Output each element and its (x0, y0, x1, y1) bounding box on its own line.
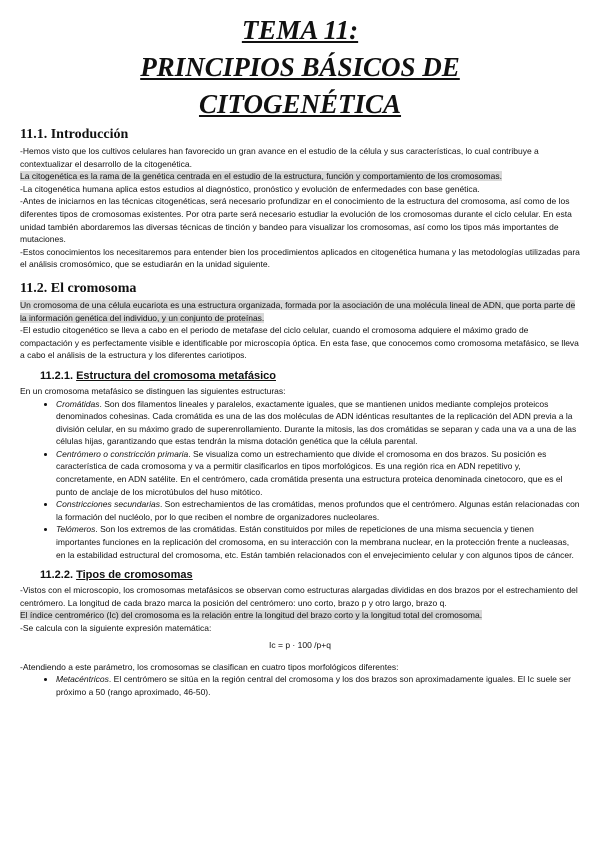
list-item (56, 398, 580, 448)
list-term: Centrómero o constricción primaria (56, 448, 189, 459)
section-introduccion (20, 126, 580, 271)
list-item (56, 448, 580, 498)
paragraph: -Hemos visto que los cultivos celulares han favorecido un gran avance en el estudio de la célula y sus características, lo cual contribuye a contextualizar el desarrollo de la citogenética. (20, 146, 539, 169)
highlight: El índice centromérico (Ic) del cromosoma es la relación entre la longitud del brazo corto y la longitud total del cromosoma. (20, 610, 483, 621)
subsection-number: 11.2.2. (40, 569, 77, 582)
paragraph: -Estos conocimientos los necesitaremos para entender bien los procedimientos aplicados en citogenética humana y las metodologías utilizadas para el análisis cromosómico, que se estudiarán en la unidad siguiente. (20, 246, 580, 270)
paragraph-highlighted (20, 299, 580, 324)
list-text: . Son los extremos de las cromátidas. Están constituidos por miles de repeticiones de una misma secuencia y tienen importantes funciones en la replicación del cromosoma, en su interacción con la membrana nuclear, en la protección frente a nucleasas, en la estabilidad estructural del cromosoma, etc. Están también relacionados con el envejecimiento celular y con algunos tipos de cáncer. (56, 524, 574, 560)
list-text: . Son dos filamentos lineales y paralelos, exactamente iguales, que se mantienen unidos mediante complejos proteicos denominados cohesinas. Cada cromátida es una de las dos moléculas de ADN idénticas resultantes de la replicación del ADN previa a la división celular, en su máximo grado de superenrollamiento. Durante la mitosis, las dos cromátidas se separan y cada una va a una de las células hijas, garantizando que estas tendrán la misma dotación genética que la célula parental. (56, 398, 577, 447)
document-title (20, 12, 580, 123)
list-term: Telómeros (56, 524, 96, 535)
paragraph: -El estudio citogenético se lleva a cabo en el periodo de metafase del ciclo celular, cuando el cromosoma adquiere el máximo grado de compactación y es perfectamente visible e identificable por microscopía óptica. En esta fase, que conocemos como cromosoma metafásico, se lleva a cabo el análisis de la estructura y los diferentes cariotipos. (20, 325, 579, 361)
title-line-3: CITOGENÉTICA (198, 89, 402, 119)
paragraph: -Vistos con el microscopio, los cromosomas metafásicos se observan como estructuras alargadas divididas en dos brazos por el estrechamiento del centrómero. La longitud de cada brazo marca la posición del centrómero: uno corto, brazo p y otro largo, brazo q. (20, 585, 578, 608)
section-heading: 11.2. El cromosoma (20, 280, 137, 296)
list-term: Cromátidas (56, 398, 100, 409)
types-list (20, 673, 580, 698)
highlight: Un cromosoma de una célula eucariota es una estructura organizada, formada por la asociación de una molécula lineal de ADN, que porta parte de la información genética del individuo, y un conjunto de proteínas. (20, 299, 576, 323)
section-heading: 11.1. Introducción (20, 127, 129, 142)
list-term: Metacéntricos (56, 674, 109, 685)
title-line-2: PRINCIPIOS BÁSICOS DE (140, 52, 460, 82)
paragraph: -Atendiendo a este parámetro, los cromosomas se clasifican en cuatro tipos morfológicos diferentes: (20, 661, 399, 672)
section-cromosoma (20, 280, 580, 362)
paragraph-highlighted (20, 170, 580, 183)
list-text: . Se visualiza como un estrechamiento que divide el cromosoma en dos brazos. Su posición es característica de cada cromosoma y va a permitir clasificarlos en tipos morfológicos. Es una región rica en ADN repetitivo y, concretamente, en ADN satélite. En el centrómero, cada cromátida presenta una estructura proteica denominada cinetocoro, que es el punto de anclaje de los microtúbulos del huso mitótico. (56, 448, 563, 497)
structure-list (20, 398, 580, 562)
subsection-tipos (20, 568, 580, 698)
list-term: Constricciones secundarias (56, 499, 160, 510)
paragraph: -La citogenética humana aplica estos estudios al diagnóstico, pronóstico y evolución de enfermedades con base genética. (20, 183, 480, 194)
subsection-heading (40, 369, 580, 383)
subsection-title: Tipos de cromosomas (76, 569, 193, 582)
list-text: . Son estrechamientos de las cromátidas, menos profundos que el centrómero. Algunas están relacionadas con la formación del nucléolo, por lo que reciben el nombre de organizadores nucleolares. (56, 499, 580, 522)
subsection-estructura (20, 369, 580, 561)
title-line-1: TEMA 11: (241, 15, 359, 45)
list-item (56, 673, 580, 698)
list-item (56, 523, 580, 561)
paragraph-highlighted (20, 609, 580, 622)
list-text: . El centrómero se sitúa en la región central del cromosoma y los dos brazos son aproximadamente iguales. El Ic suele ser próximo a 50 (rango aproximado, 46-50). (56, 674, 571, 697)
paragraph: -Antes de iniciarnos en las técnicas citogenéticas, será necesario profundizar en el conocimiento de la estructura del cromosoma, así como de los diferentes tipos de cromosomas existentes. Por otra parte será necesario estudiar la evolución de los cromosomas durante el ciclo celular. En esta unidad también abordaremos las diversas técnicas de tinción y bandeo para visualizar los cromosomas, así como los tipos más importantes de mutaciones. (20, 196, 572, 245)
subsection-number: 11.2.1. (40, 369, 77, 382)
formula: Ic = p · 100 /p+q (269, 639, 331, 650)
paragraph: -Se calcula con la siguiente expresión matemática: (20, 623, 212, 633)
subsection-heading (40, 568, 580, 582)
list-item (56, 498, 580, 523)
highlight: La citogenética es la rama de la genética centrada en el estudio de la estructura, función y comportamiento de los cromosomas. (20, 171, 502, 182)
paragraph: En un cromosoma metafásico se distinguen las siguientes estructuras: (20, 385, 286, 396)
subsection-title: Estructura del cromosoma metafásico (76, 369, 276, 382)
